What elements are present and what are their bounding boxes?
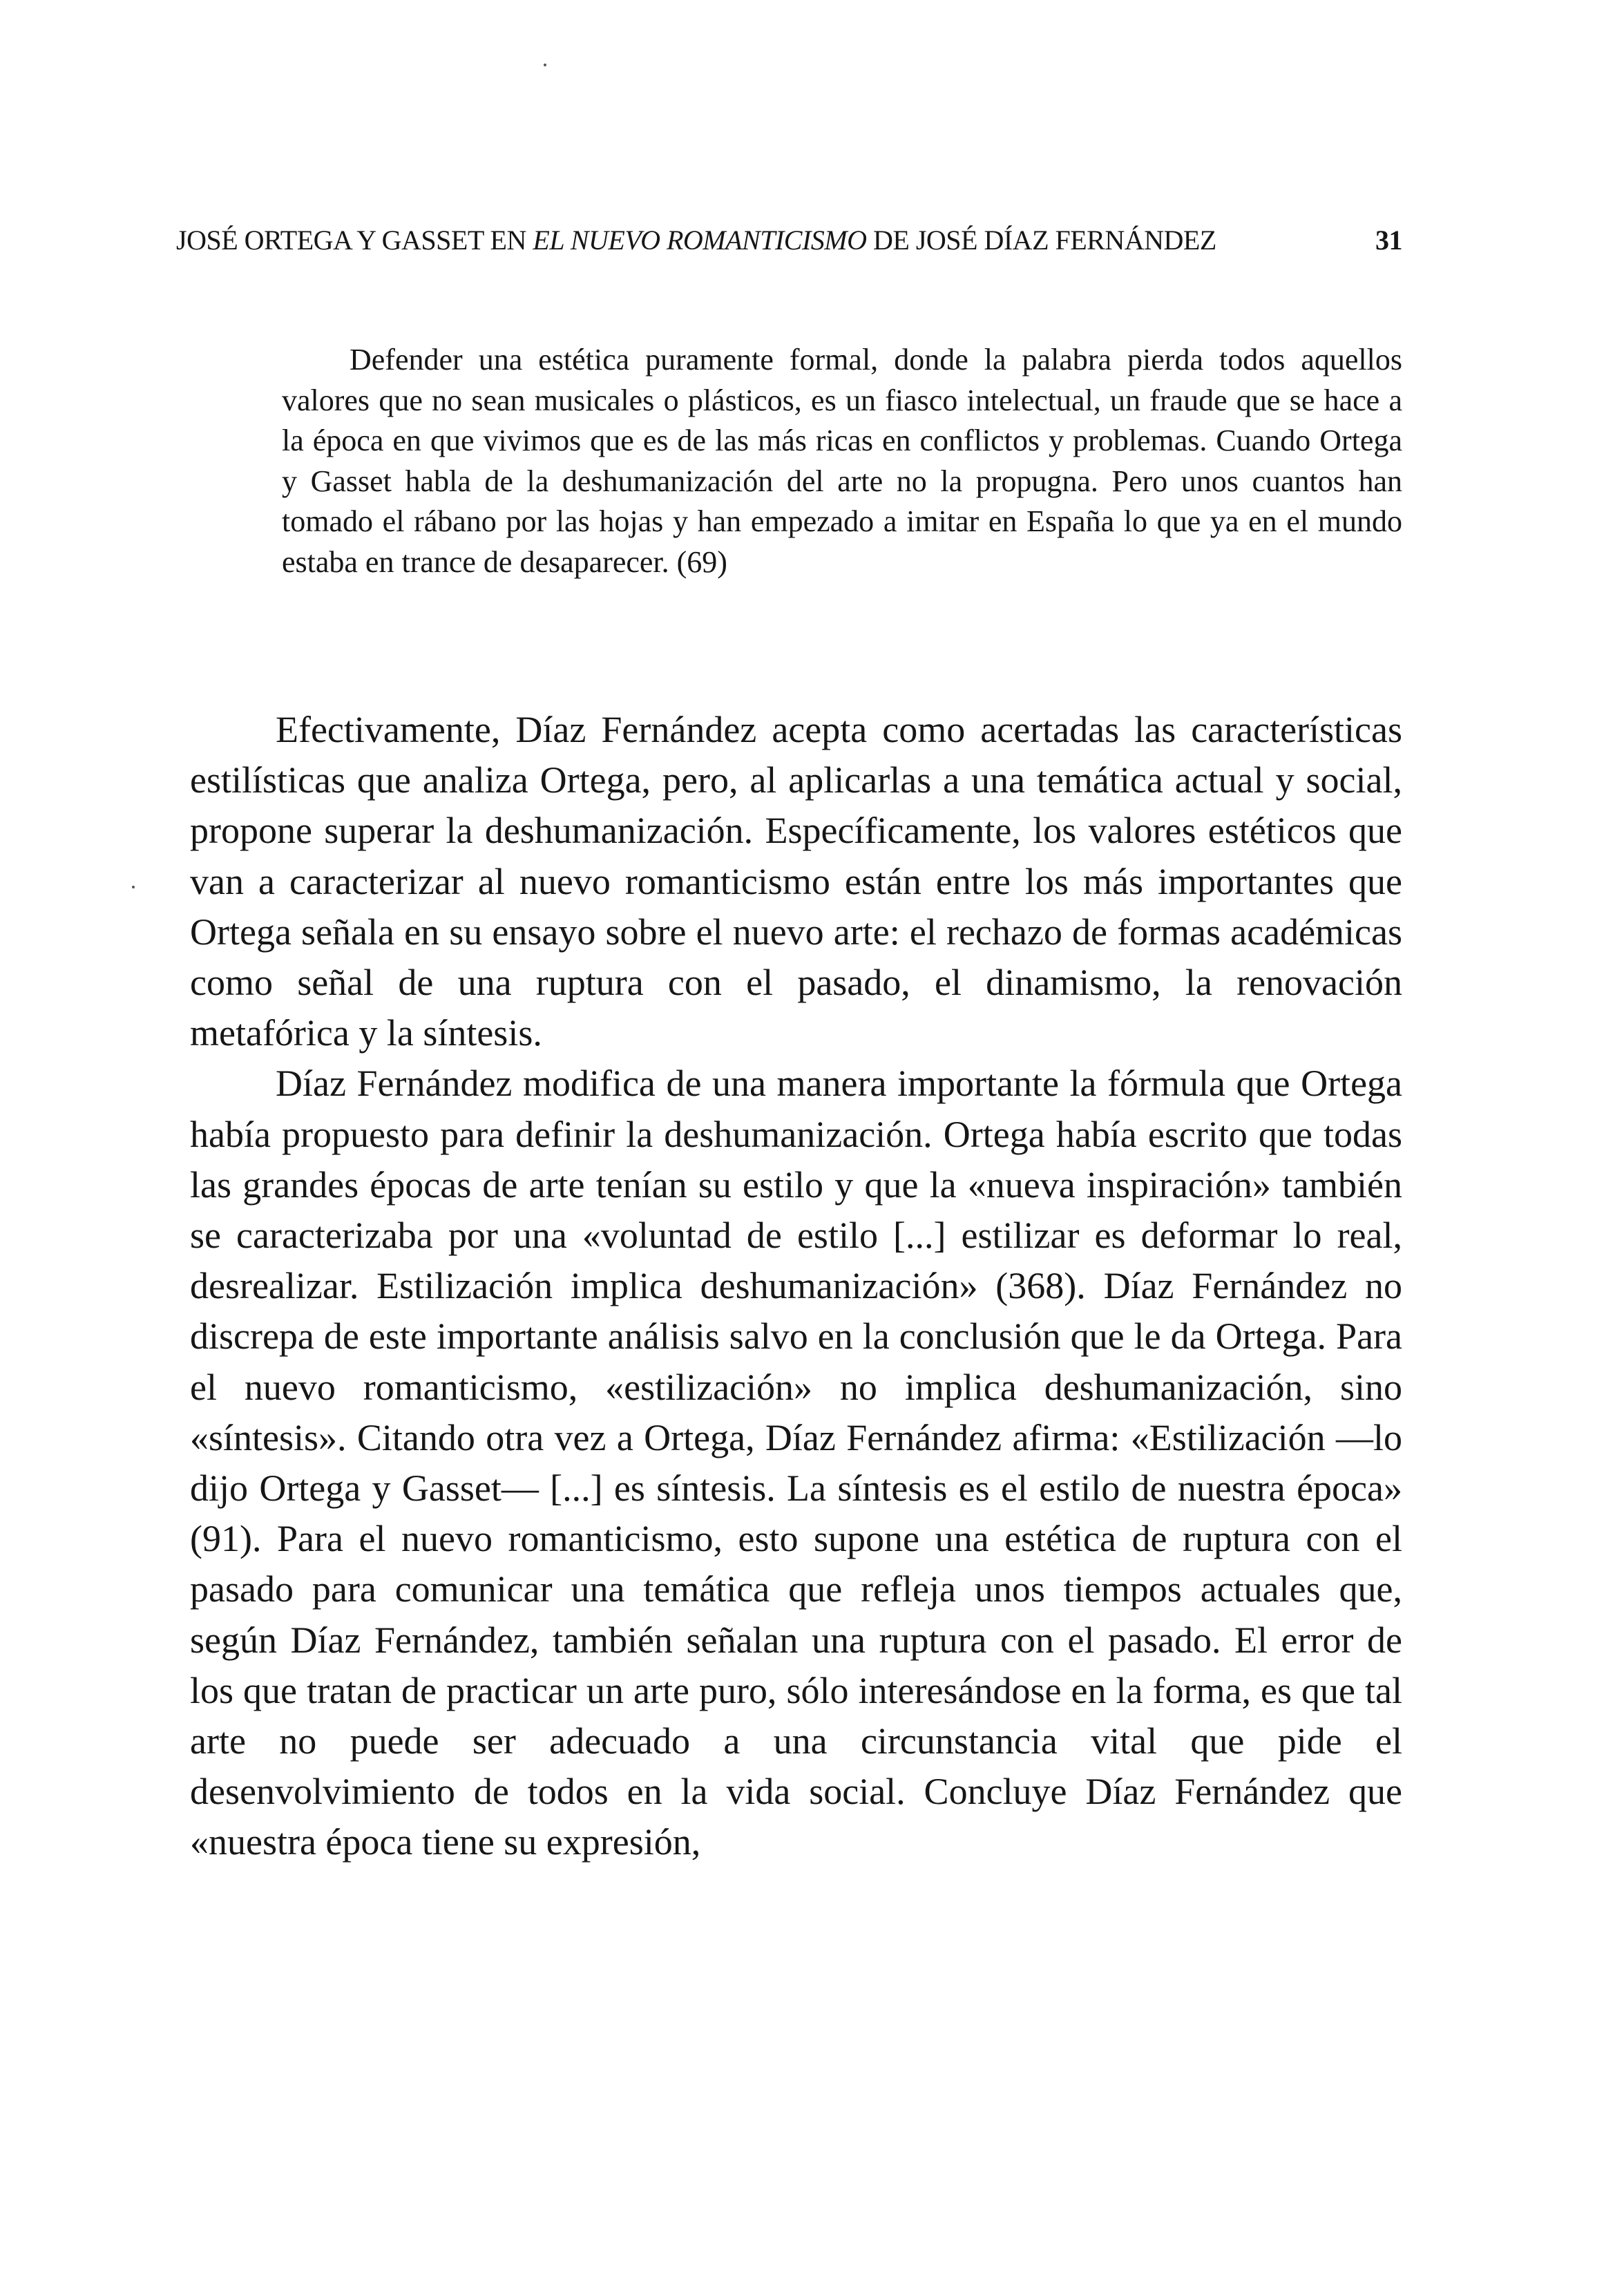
page-header: [176, 220, 1402, 261]
running-title: [176, 220, 1216, 261]
scan-speck-top: [544, 64, 546, 66]
block-quote: Defender una estética puramente formal, donde la palabra pierda todos aquellos valores que no sean musicales o plásticos, es un fiasco intelectual, un fraude que se hace a la época en que vivimos que es de las más ricas en conflictos y problemas. Cuando Ortega y Gasset habla de la deshumanización del arte no la propugna. Pero unos cuantos han tomado el rábano por las hojas y han empezado a imitar en España lo que ya en el mundo estaba en trance de desaparecer. (69): [282, 343, 1402, 579]
running-title-book: EL NUEVO ROMANTICISMO: [533, 225, 867, 256]
running-title-prefix: JOSÉ ORTEGA Y GASSET EN: [176, 225, 533, 256]
scan-speck-margin: [132, 886, 135, 888]
paragraph: Efectivamente, Díaz Fernández acepta como acertadas las características estilísticas que analiza Ortega, pero, al aplicarlas a una temática actual y social, propone superar la deshumanización. Específicamente, los valores estéticos que van a caracterizar al nuevo romanticismo están entre los más importantes que Ortega señala en su ensayo sobre el nuevo arte: el rechazo de formas académicas como señal de una ruptura con el pasado, el dinamismo, la renovación metafórica y la síntesis.: [190, 709, 1402, 1054]
body-text: [190, 705, 1402, 1868]
page-number: 31: [1375, 225, 1402, 256]
running-title-suffix: DE JOSÉ DÍAZ FERNÁNDEZ: [866, 225, 1216, 256]
paragraph: Díaz Fernández modifica de una manera importante la fórmula que Ortega había propuesto para definir la deshumanización. Ortega había escrito que todas las grandes épocas de arte tenían su estilo y que la «nueva inspiración» también se caracterizaba por una «voluntad de estilo [...] estilizar es deformar lo real, desrealizar. Estilización implica deshumanización» (368). Díaz Fernández no discrepa de este importante análisis salvo en la conclusión que le da Ortega. Para el nuevo romanticismo, «estilización» no implica deshumanización, sino «síntesis». Citando otra vez a Ortega, Díaz Fernández afirma: «Estilización —lo dijo Ortega y Gasset— [...] es síntesis. La síntesis es el estilo de nuestra época» (91). Para el nuevo romanticismo, esto supone una estética de ruptura con el pasado para comunicar una temática que refleja unos tiempos actuales que, según Díaz Fernández, también señalan una ruptura con el pasado. El error de los que tratan de practicar un arte puro, sólo interesándose en la forma, es que tal arte no puede ser adecuado a una circunstancia vital que pide el desenvolvimiento de todos en la vida social. Concluye Díaz Fernández que «nuestra época tiene su expresión,: [190, 1063, 1402, 1863]
